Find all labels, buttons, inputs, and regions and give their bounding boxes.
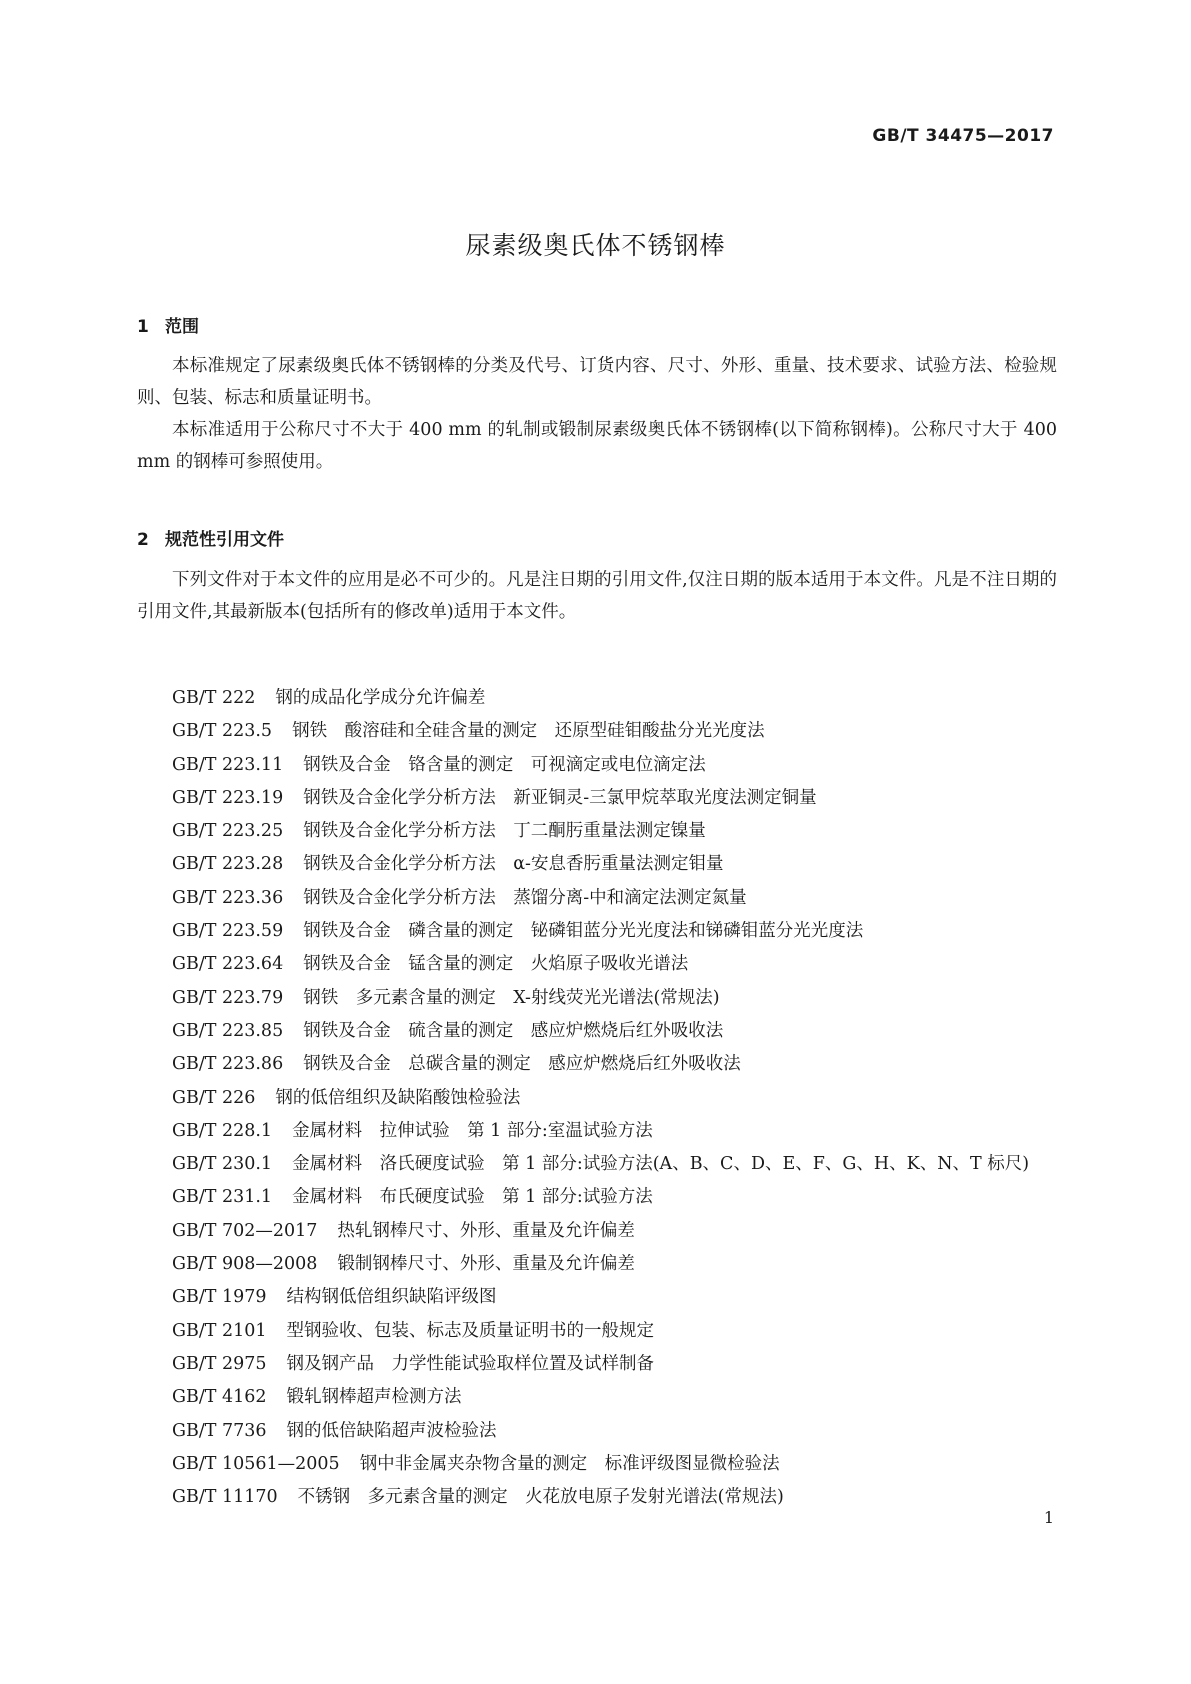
reference-title: 结构钢低倍组织缺陷评级图 [286,1287,497,1308]
reference-item [172,915,1072,948]
reference-code: GB/T 226 [172,1087,256,1108]
reference-code: GB/T 223.25 [172,821,284,842]
reference-item [172,1181,1072,1214]
reference-item [172,1315,1072,1348]
reference-title: 钢的成品化学成分允许偏差 [275,688,486,708]
section-1-paragraph: 本标准适用于公称尺寸不大于 400 mm 的轧制或锻制尿素级奥氏体不锈钢棒(以下简称钢棒)。公称尺寸大于 400 mm 的钢棒可参照使用。 [137,420,1057,472]
reference-item [172,848,1072,881]
reference-title: 钢铁及合金化学分析方法 蒸馏分离-中和滴定法测定氮量 [303,887,747,908]
reference-item [172,1015,1072,1048]
reference-title: 钢的低倍缺陷超声波检验法 [286,1420,497,1441]
reference-code: GB/T 1979 [172,1287,267,1308]
reference-title: 锻制钢棒尺寸、外形、重量及允许偏差 [337,1254,635,1275]
reference-item [172,749,1072,782]
reference-item [172,1115,1072,1148]
reference-title: 钢铁及合金 总碳含量的测定 感应炉燃烧后红外吸收法 [303,1054,741,1075]
reference-code: GB/T 908—2008 [172,1254,318,1275]
reference-code: GB/T 223.59 [172,921,284,942]
reference-title: 型钢验收、包装、标志及质量证明书的一般规定 [286,1320,655,1341]
reference-code: GB/T 223.19 [172,787,284,808]
reference-title: 钢铁及合金化学分析方法 丁二酮肟重量法测定镍量 [303,821,706,842]
section-2-title: 规范性引用文件 [165,530,284,550]
reference-code: GB/T 223.79 [172,987,284,1008]
section-1-title: 范围 [165,317,199,337]
reference-item [172,1148,1072,1181]
reference-item [172,1415,1072,1448]
reference-item [172,982,1072,1015]
reference-code: GB/T 2975 [172,1353,267,1374]
reference-item [172,1381,1072,1414]
reference-title: 钢铁及合金 硫含量的测定 感应炉燃烧后红外吸收法 [303,1020,724,1041]
section-2-number: 2 [137,530,149,550]
reference-code: GB/T 10561—2005 [172,1453,340,1474]
reference-item [172,715,1072,748]
reference-code: GB/T 2101 [172,1320,267,1341]
section-1-heading [137,312,199,337]
reference-item [172,782,1072,815]
reference-code: GB/T 11170 [172,1487,278,1508]
reference-item [172,815,1072,848]
reference-code: GB/T 223.36 [172,887,284,908]
reference-code: GB/T 223.64 [172,954,284,975]
reference-title: 锻轧钢棒超声检测方法 [286,1387,462,1408]
page-number: 1 [1043,1508,1054,1527]
reference-title: 不锈钢 多元素含量的测定 火花放电原子发射光谱法(常规法) [297,1487,784,1508]
reference-code: GB/T 231.1 [172,1187,273,1208]
reference-code: GB/T 223.11 [172,754,284,775]
document-title: 尿素级奥氏体不锈钢棒 [465,231,726,260]
reference-list [172,682,1072,1514]
reference-item [172,1082,1072,1115]
reference-item [172,1048,1072,1081]
section-1-paragraph: 本标准规定了尿素级奥氏体不锈钢棒的分类及代号、订货内容、尺寸、外形、重量、技术要求、试验方法、检验规则、包装、标志和质量证明书。 [137,356,1057,408]
reference-title: 钢铁 多元素含量的测定 X-射线荧光光谱法(常规法) [303,987,720,1008]
reference-item [172,1448,1072,1481]
reference-item [172,1348,1072,1381]
section-1-number: 1 [137,317,149,337]
reference-title: 钢的低倍组织及缺陷酸蚀检验法 [275,1087,521,1108]
reference-title: 热轧钢棒尺寸、外形、重量及允许偏差 [337,1220,635,1241]
reference-code: GB/T 223.5 [172,721,273,742]
reference-title: 钢及钢产品 力学性能试验取样位置及试样制备 [286,1353,655,1374]
section-2-heading [137,525,284,550]
reference-item [172,1215,1072,1248]
reference-title: 金属材料 布氏硬度试验 第 1 部分:试验方法 [292,1187,653,1208]
reference-title: 金属材料 洛氏硬度试验 第 1 部分:试验方法(A、B、C、D、E、F、G、H、K、N、T 标尺) [292,1154,1030,1175]
section-2-intro: 下列文件对于本文件的应用是必不可少的。凡是注日期的引用文件,仅注日期的版本适用于本文件。凡是不注日期的引用文件,其最新版本(包括所有的修改单)适用于本文件。 [137,570,1057,622]
reference-code: GB/T 4162 [172,1387,267,1408]
reference-code: GB/T 230.1 [172,1154,273,1175]
reference-code: GB/T 7736 [172,1420,267,1441]
reference-item [172,1481,1072,1514]
reference-title: 钢铁及合金 铬含量的测定 可视滴定或电位滴定法 [303,754,706,775]
reference-title: 钢铁 酸溶硅和全硅含量的测定 还原型硅钼酸盐分光光度法 [292,721,765,742]
reference-item [172,682,1072,715]
reference-title: 钢中非金属夹杂物含量的测定 标准评级图显微检验法 [359,1453,780,1474]
reference-code: GB/T 223.86 [172,1054,284,1075]
standard-code: GB/T 34475—2017 [872,126,1054,146]
reference-item [172,948,1072,981]
reference-code: GB/T 228.1 [172,1120,273,1141]
reference-item [172,882,1072,915]
reference-item [172,1281,1072,1314]
reference-title: 钢铁及合金 磷含量的测定 铋磷钼蓝分光光度法和锑磷钼蓝分光光度法 [303,921,864,942]
reference-code: GB/T 223.85 [172,1020,284,1041]
reference-title: 金属材料 拉伸试验 第 1 部分:室温试验方法 [292,1120,653,1141]
reference-title: 钢铁及合金化学分析方法 新亚铜灵-三氯甲烷萃取光度法测定铜量 [303,787,817,808]
reference-item [172,1248,1072,1281]
reference-title: 钢铁及合金 锰含量的测定 火焰原子吸收光谱法 [303,954,689,975]
reference-code: GB/T 223.28 [172,854,284,875]
reference-title: 钢铁及合金化学分析方法 α-安息香肟重量法测定钼量 [303,854,724,875]
reference-code: GB/T 702—2017 [172,1220,318,1241]
reference-code: GB/T 222 [172,688,256,708]
